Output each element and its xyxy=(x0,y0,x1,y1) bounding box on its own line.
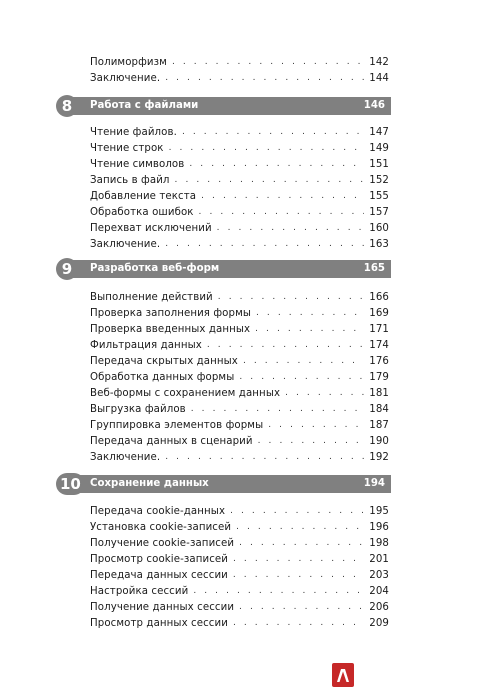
chapter-page: 146 xyxy=(363,100,385,111)
dot-leader xyxy=(230,505,364,518)
toc-entry-page: 147 xyxy=(369,127,389,138)
chapter-title: Работа с файлами xyxy=(90,100,199,111)
toc-entry-page: 209 xyxy=(369,618,389,629)
dot-leader xyxy=(182,126,364,139)
toc-entry-page: 166 xyxy=(369,292,389,303)
chapter-page: 194 xyxy=(363,478,385,489)
dot-leader xyxy=(268,419,364,432)
toc-entry-title: Получение cookie-записей xyxy=(90,538,235,549)
dot-leader xyxy=(256,307,364,320)
dot-leader xyxy=(201,190,364,203)
dot-leader xyxy=(239,537,364,550)
toc-entry-title: Заключение. xyxy=(90,452,161,463)
toc-entry-title: Заключение. xyxy=(90,239,161,250)
toc-entry-page: 192 xyxy=(369,452,389,463)
toc-entry-title: Выгрузка файлов xyxy=(90,404,186,415)
dot-leader xyxy=(189,158,364,171)
toc-entry-title: Просмотр cookie-записей xyxy=(90,554,228,565)
toc-entry xyxy=(90,518,389,534)
dot-leader xyxy=(165,451,364,464)
toc-entry-title: Добавление текста xyxy=(90,191,197,202)
toc-entry xyxy=(90,368,389,384)
toc-entry-title: Чтение файлов. xyxy=(90,127,177,138)
toc-entry-title: Получение данных сессии xyxy=(90,602,235,613)
toc-entry-title: Выполнение действий xyxy=(90,292,213,303)
toc-entry-page: 151 xyxy=(369,159,389,170)
toc-entry-title: Передача данных сессии xyxy=(90,570,228,581)
toc-entry-page: 184 xyxy=(369,404,389,415)
toc-entry-title: Передача cookie-данных xyxy=(90,506,226,517)
dot-leader xyxy=(175,174,365,187)
chapter-number: 8 xyxy=(56,95,78,117)
toc-entry xyxy=(90,139,389,155)
dot-leader xyxy=(285,387,364,400)
toc-entry xyxy=(90,598,389,614)
toc-entry-title: Чтение строк xyxy=(90,143,164,154)
toc-entry-page: 163 xyxy=(369,239,389,250)
toc-entry xyxy=(90,235,389,251)
toc-entry-page: 160 xyxy=(369,223,389,234)
toc-entry xyxy=(90,432,389,448)
toc-entry-page: 206 xyxy=(369,602,389,613)
toc-entry xyxy=(90,614,389,630)
dot-leader xyxy=(193,585,364,598)
toc-entry-page: 204 xyxy=(369,586,389,597)
toc-entry-title: Веб-формы с сохранением данных xyxy=(90,388,281,399)
dot-leader xyxy=(217,222,365,235)
toc-entry-title: Заключение. xyxy=(90,73,161,84)
dot-leader xyxy=(169,142,365,155)
toc-entry xyxy=(90,550,389,566)
toc-entry-title: Полиморфизм xyxy=(90,57,167,68)
toc-entry-page: 203 xyxy=(369,570,389,581)
chapter-title: Разработка веб-форм xyxy=(90,263,220,274)
dot-leader xyxy=(233,553,364,566)
toc-entry-page: 187 xyxy=(369,420,389,431)
toc-entry-page: 157 xyxy=(369,207,389,218)
publisher-logo-icon xyxy=(332,663,354,687)
toc-entry-title: Установка cookie-записей xyxy=(90,522,232,533)
dot-leader xyxy=(243,355,364,368)
toc-entry xyxy=(90,416,389,432)
toc-entry-page: 155 xyxy=(369,191,389,202)
toc-entry-title: Настройка сессий xyxy=(90,586,189,597)
toc-entry xyxy=(90,502,389,518)
chapter-heading-8 xyxy=(56,95,391,117)
toc-entry xyxy=(90,171,389,187)
dot-leader xyxy=(255,323,364,336)
toc-entry xyxy=(90,534,389,550)
chapter-page: 165 xyxy=(363,263,385,274)
toc-entry-page: 201 xyxy=(369,554,389,565)
toc-entry-title: Проверка введенных данных xyxy=(90,324,251,335)
dot-leader xyxy=(239,601,364,614)
toc-entry xyxy=(90,123,389,139)
toc-entry-title: Передача скрытых данных xyxy=(90,356,238,367)
toc-entry xyxy=(90,320,389,336)
toc-entry-title: Чтение символов xyxy=(90,159,185,170)
toc-entry xyxy=(90,582,389,598)
toc-entry xyxy=(90,155,389,171)
toc-entry-page: 181 xyxy=(369,388,389,399)
toc-entry xyxy=(90,203,389,219)
toc-entry-title: Передача данных в сценарий xyxy=(90,436,253,447)
toc-entry-page: 174 xyxy=(369,340,389,351)
toc-entry-page: 196 xyxy=(369,522,389,533)
toc-entry-page: 179 xyxy=(369,372,389,383)
chapter-number: 9 xyxy=(56,258,78,280)
toc-entry-title: Перехват исключений xyxy=(90,223,212,234)
toc-entry xyxy=(90,69,389,85)
dot-leader xyxy=(191,403,364,416)
toc-entry xyxy=(90,448,389,464)
toc-entry xyxy=(90,352,389,368)
dot-leader xyxy=(258,435,365,448)
publisher-logo-glyph xyxy=(332,663,354,687)
toc-entry-page: 198 xyxy=(369,538,389,549)
toc-entry-page: 176 xyxy=(369,356,389,367)
dot-leader xyxy=(172,56,364,69)
toc-entry-page: 195 xyxy=(369,506,389,517)
toc-entry-page: 152 xyxy=(369,175,389,186)
chapter-title: Сохранение данных xyxy=(90,478,209,489)
chapter-heading-10 xyxy=(56,473,391,495)
toc-entry xyxy=(90,336,389,352)
dot-leader xyxy=(233,569,364,582)
toc-entry xyxy=(90,400,389,416)
toc-entry xyxy=(90,53,389,69)
toc-entry-title: Группировка элементов формы xyxy=(90,420,264,431)
toc-entry xyxy=(90,187,389,203)
chapter-number: 10 xyxy=(56,473,85,495)
toc-entry-title: Проверка заполнения формы xyxy=(90,308,252,319)
toc-entry-page: 171 xyxy=(369,324,389,335)
toc-entry-title: Обработка ошибок xyxy=(90,207,194,218)
dot-leader xyxy=(236,521,364,534)
dot-leader xyxy=(218,291,364,304)
toc-entry-title: Запись в файл xyxy=(90,175,170,186)
toc-entry xyxy=(90,288,389,304)
toc-entry-title: Просмотр данных сессии xyxy=(90,618,228,629)
dot-leader xyxy=(239,371,364,384)
toc-entry xyxy=(90,566,389,582)
toc-entry-page: 190 xyxy=(369,436,389,447)
chapter-heading-9 xyxy=(56,258,391,280)
toc-entry-page: 142 xyxy=(369,57,389,68)
dot-leader xyxy=(199,206,365,219)
dot-leader xyxy=(207,339,364,352)
dot-leader xyxy=(233,617,364,630)
toc-entry-title: Фильтрация данных xyxy=(90,340,202,351)
dot-leader xyxy=(165,72,364,85)
toc-entry xyxy=(90,219,389,235)
toc-entry-title: Обработка данных формы xyxy=(90,372,235,383)
toc-entry xyxy=(90,304,389,320)
toc-entry-page: 149 xyxy=(369,143,389,154)
dot-leader xyxy=(165,238,364,251)
toc-entry-page: 144 xyxy=(369,73,389,84)
toc-entry-page: 169 xyxy=(369,308,389,319)
toc-entry xyxy=(90,384,389,400)
